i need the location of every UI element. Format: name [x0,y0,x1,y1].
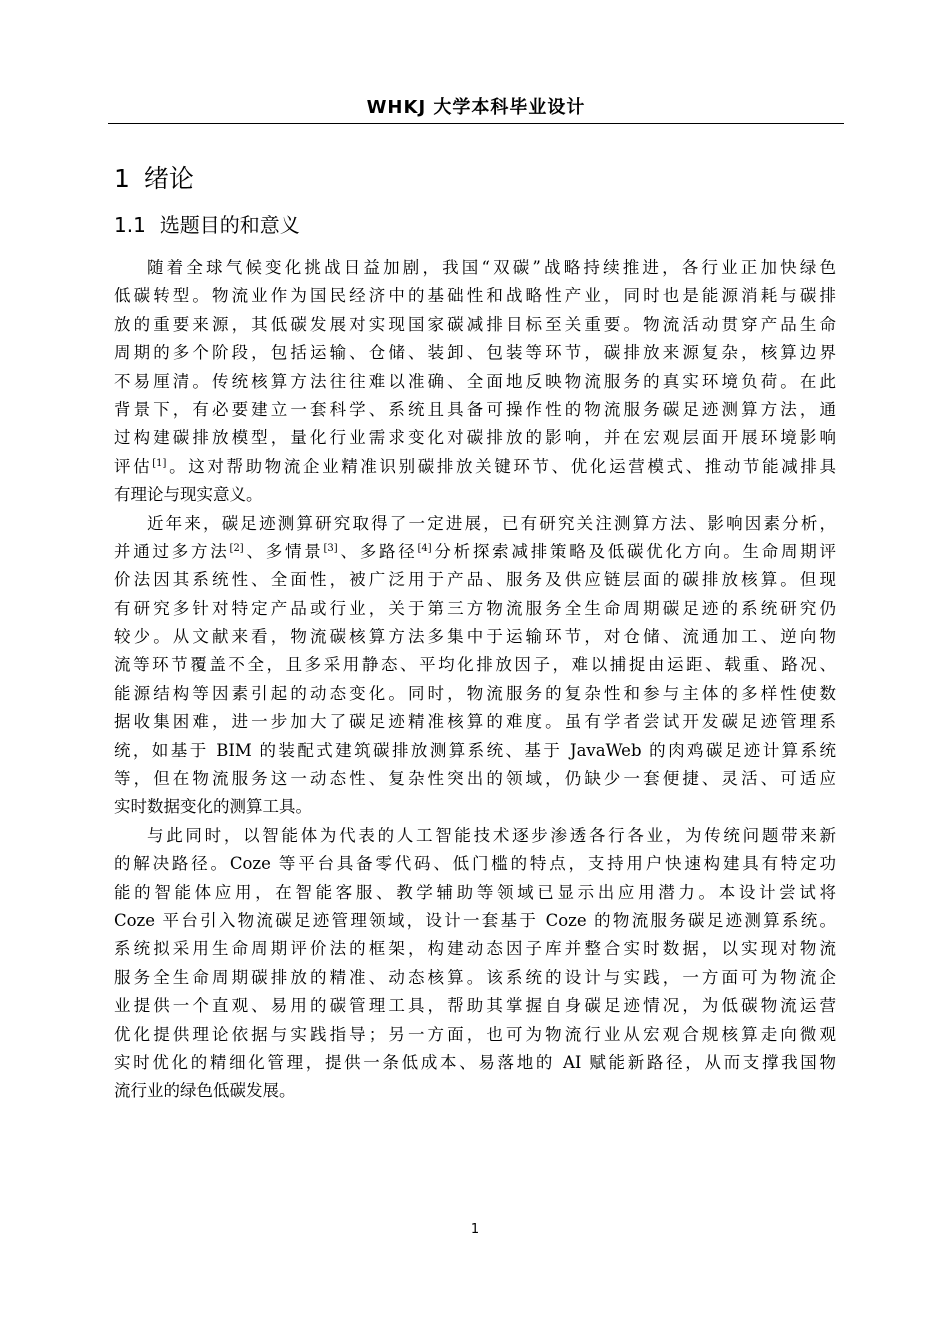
citation-3: [3] [323,542,338,554]
text-line: 实时优化的精细化管理，提供一条低成本、易落地的 AI 赋能新路径，从而支撑我国物 [114,1052,836,1072]
text-line: 服务全生命周期碳排放的精准、动态核算。该系统的设计与实践，一方面可为物流企 [114,967,836,987]
text-line: 随着全球气候变化挑战日益加剧，我国“双碳”战略持续推进，各行业正加快绿色 [147,258,836,277]
text-segment: 。这对帮助物流企业精准识别碳排放关键环节、优化运营模式、推动节能减排具 [166,456,837,476]
page-header: WHKJ 大学本科毕业设计 [366,97,586,118]
text-line: 过构建碳排放模型，量化行业需求变化对碳排放的影响，并在宏观层面开展环境影响 [114,428,836,448]
paragraph-2 [114,510,836,822]
text-line [114,453,836,481]
text-segment: 评估 [114,456,153,476]
text-segment: 、多路径 [337,541,418,561]
paragraph-1 [114,254,836,510]
citation-1: [1] [152,457,167,469]
citation-2: [2] [229,542,244,554]
page-number: 1 [470,1222,480,1237]
text-line: 流行业的绿色低碳发展。 [114,1081,296,1101]
citation-4: [4] [417,542,432,554]
text-line: 低碳转型。物流业作为国民经济中的基础性和战略性产业，同时也是能源消耗与碳排 [114,286,836,306]
text-line: 不易厘清。传统核算方法往往难以准确、全面地反映物流服务的真实环境负荷。在此 [114,371,836,391]
text-line: 周期的多个阶段，包括运输、仓储、装卸、包装等环节，碳排放来源复杂，核算边界 [114,343,836,363]
text-line: 的解决路径。Coze 等平台具备零代码、低门槛的特点，支持用户快速构建具有特定功 [114,854,836,874]
header-rule [108,123,844,124]
text-line: 等，但在物流服务这一动态性、复杂性突出的领域，仍缺少一套便捷、灵活、可适应 [114,769,836,789]
text-line: 有研究多针对特定产品或行业，关于第三方物流服务全生命周期碳足迹的系统研究仍 [114,598,836,618]
text-line: 业提供一个直观、易用的碳管理工具，帮助其掌握自身碳足迹情况，为低碳物流运营 [114,996,836,1016]
text-segment: 并通过多方法 [114,541,230,561]
text-segment: 分析探索减排策略及低碳优化方向。生命周期评 [431,541,837,561]
text-segment: 、多情景 [243,541,324,561]
text-line: 放的重要来源，其低碳发展对实现国家碳减排目标至关重要。物流活动贯穿产品生命 [114,314,836,334]
text-line: 流等环节覆盖不全，且多采用静态、平均化排放因子，难以捕捉由运距、载重、路况、 [114,655,836,675]
chapter-title: 绪论 [143,164,194,193]
text-line: 价法因其系统性、全面性，被广泛用于产品、服务及供应链层面的碳排放核算。但现 [114,570,836,590]
text-line: 实时数据变化的测算工具。 [114,797,312,817]
text-line: 系统拟采用生命周期评价法的框架，构建动态因子库并整合实时数据，以实现对物流 [114,939,836,959]
section-title: 选题目的和意义 [159,213,300,237]
section-heading [114,210,300,240]
text-line: 有理论与现实意义。 [114,485,263,505]
section-number: 1.1 [114,213,146,237]
text-line: 能源结构等因素引起的动态变化。同时，物流服务的复杂性和参与主体的多样性使数 [114,683,836,703]
text-line [114,538,836,566]
text-line: 较少。从文献来看，物流碳核算方法多集中于运输环节，对仓储、流通加工、逆向物 [114,627,836,647]
chapter-heading [114,162,194,196]
text-line: 近年来，碳足迹测算研究取得了一定进展，已有研究关注测算方法、影响因素分析， [147,513,836,533]
text-line: 统，如基于 BIM 的装配式建筑碳排放测算系统、基于 JavaWeb 的肉鸡碳足迹计算系统 [114,740,836,760]
text-line: 与此同时，以智能体为代表的人工智能技术逐步渗透各行各业，为传统问题带来新 [147,825,836,845]
paragraph-3 [114,822,836,1106]
body-text [114,254,836,1106]
text-line: 优化提供理论依据与实践指导；另一方面，也可为物流行业从宏观合规核算走向微观 [114,1024,836,1044]
text-line: Coze 平台引入物流碳足迹管理领域，设计一套基于 Coze 的物流服务碳足迹测算系统。 [114,910,836,930]
text-line: 据收集困难，进一步加大了碳足迹精准核算的难度。虽有学者尝试开发碳足迹管理系 [114,712,836,732]
chapter-number: 1 [114,164,130,193]
text-line: 背景下，有必要建立一套科学、系统且具备可操作性的物流服务碳足迹测算方法，通 [114,399,836,419]
text-line: 能的智能体应用，在智能客服、教学辅助等领域已显示出应用潜力。本设计尝试将 [114,882,836,902]
